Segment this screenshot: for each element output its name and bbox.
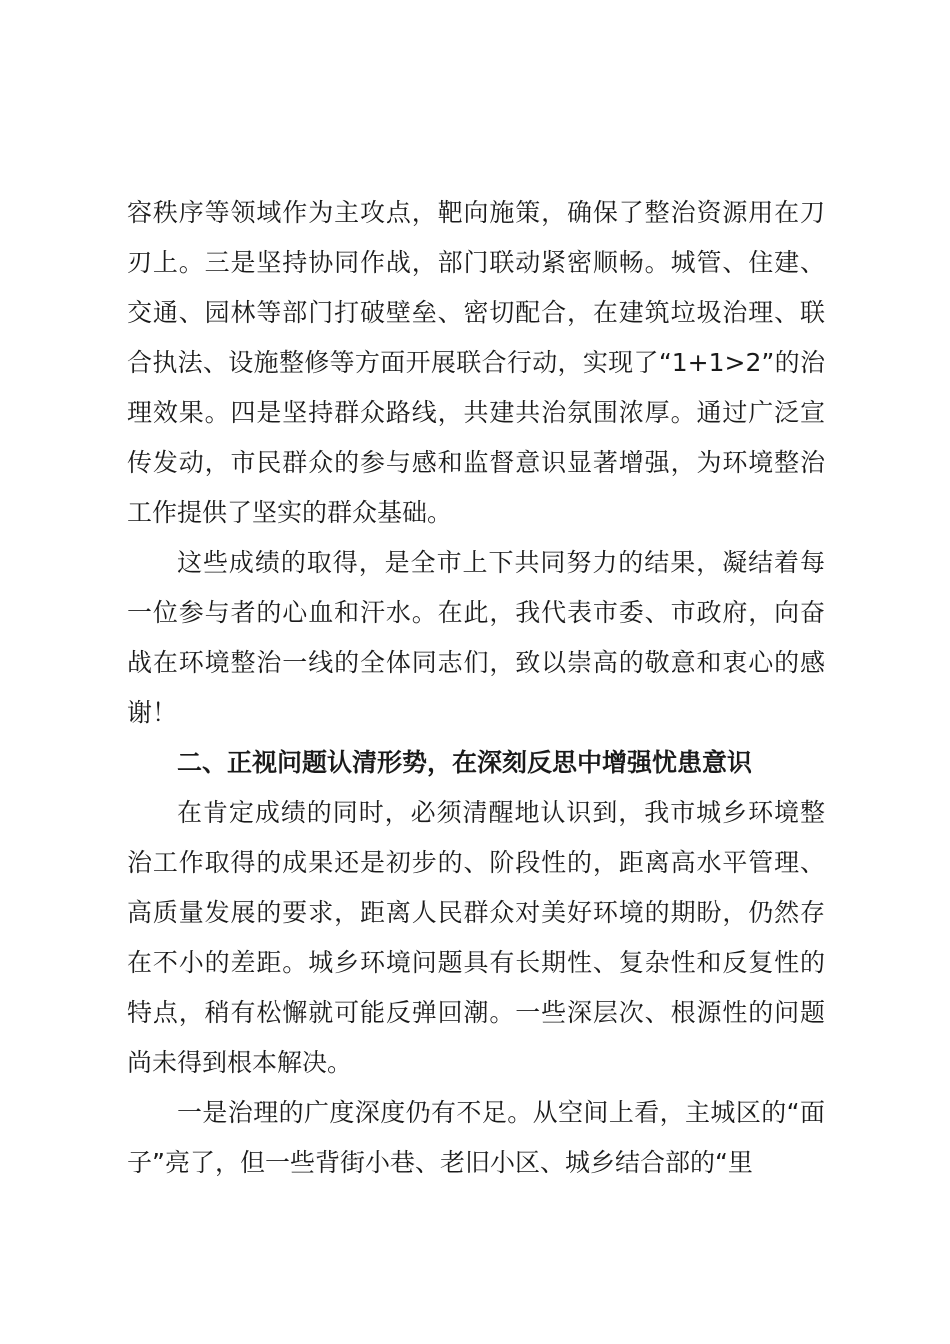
paragraph-point-one: 一是治理的广度深度仍有不足。从空间上看，主城区的“面子”亮了，但一些背街小巷、老旧小区、城乡结合部的“里 [127, 1098, 825, 1177]
section-heading: 二、正视问题认清形势，在深刻反思中增强忧患意识 [177, 748, 753, 777]
paragraph-problems: 在肯定成绩的同时，必须清醒地认识到，我市城乡环境整治工作取得的成果还是初步的、阶段性的，距离高水平管理、高质量发展的要求，距离人民群众对美好环境的期盼，仍然存在不小的差距。城乡环境问题具有长期性、复杂性和反复性的特点，稍有松懈就可能反弹回潮。一些深层次、根源性的问题尚未得到根本解决。 [127, 798, 825, 1077]
paragraph-achievements: 这些成绩的取得，是全市上下共同努力的结果，凝结着每一位参与者的心血和汗水。在此，我代表市委、市政府，向奋战在环境整治一线的全体同志们，致以崇高的敬意和衷心的感谢！ [127, 548, 825, 727]
document-body [127, 188, 825, 1188]
paragraph-continuation: 容秩序等领域作为主攻点，靶向施策，确保了整治资源用在刀刃上。三是坚持协同作战，部门联动紧密顺畅。城管、住建、交通、园林等部门打破壁垒、密切配合，在建筑垃圾治理、联合执法、设施整修等方面开展联合行动，实现了“1+1>2”的治理效果。四是坚持群众路线，共建共治氛围浓厚。通过广泛宣传发动，市民群众的参与感和监督意识显著增强，为环境整治工作提供了坚实的群众基础。 [127, 198, 825, 527]
